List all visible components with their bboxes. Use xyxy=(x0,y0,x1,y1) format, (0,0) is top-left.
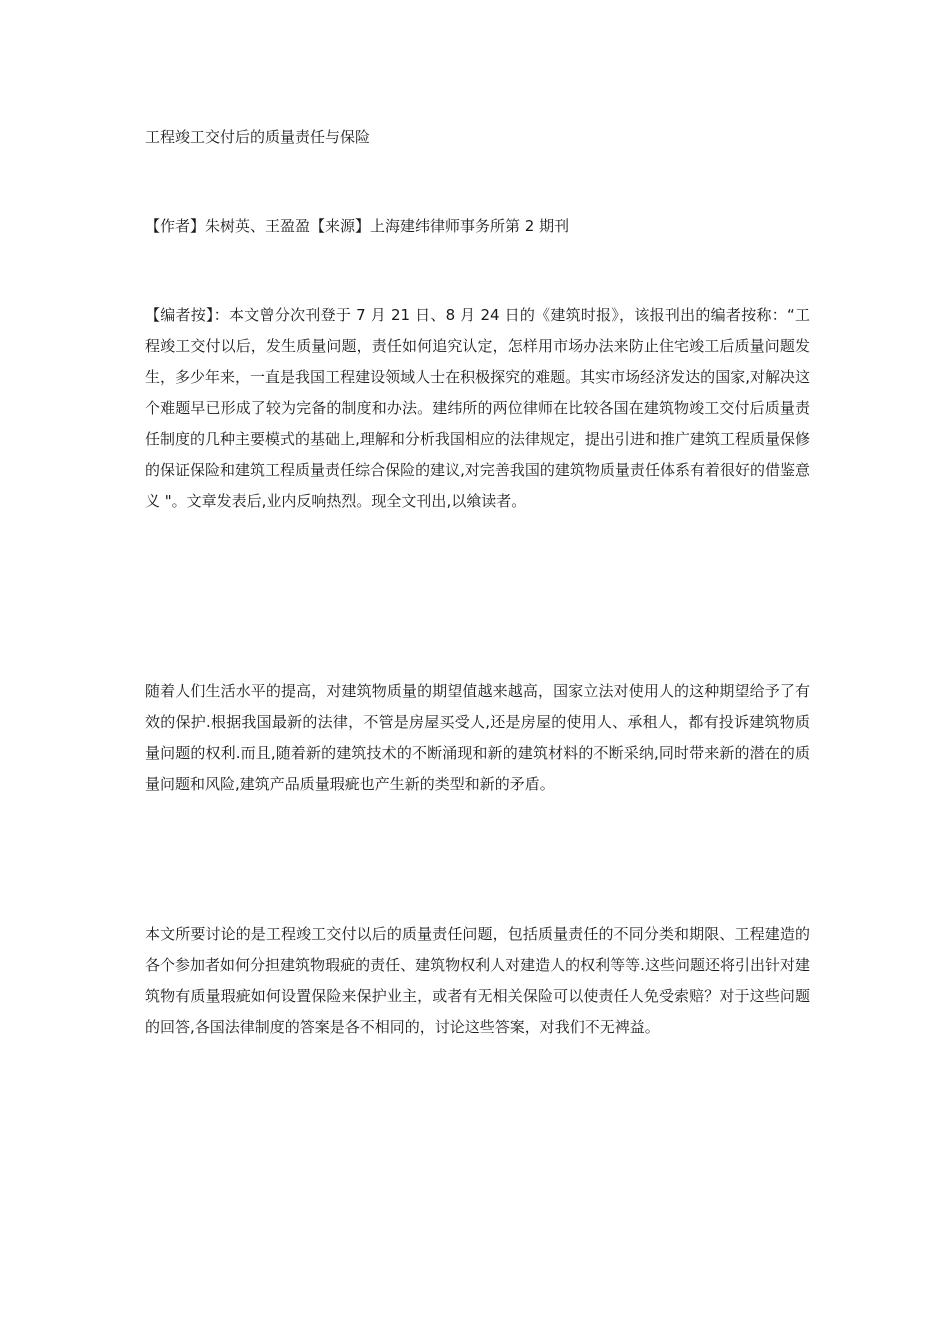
body-paragraph-2: 本文所要讨论的是工程竣工交付以后的质量责任问题，包括质量责任的不同分类和期限、工程建造的各个参加者如何分担建筑物瑕疵的责任、建筑物权利人对建造人的权利等等.这些问题还将引出针对建筑物有质量瑕疵如何设置保险来保护业主，或者有无相关保险可以使责任人免受索赔？对于这些问题的回答,各国法律制度的答案是各不相同的，讨论这些答案，对我们不无裨益。 xyxy=(145,925,810,1036)
body-paragraph-1: 随着人们生活水平的提高，对建筑物质量的期望值越来越高，国家立法对使用人的这种期望给予了有效的保护.根据我国最新的法律，不管是房屋买受人,还是房屋的使用人、承租人，都有投诉建筑物质量问题的权利.而且,随着新的建筑技术的不断涌现和新的建筑材料的不断采纳,同时带来新的潜在的质量问题和风险,建筑产品质量瑕疵也产生新的类型和新的矛盾。 xyxy=(145,682,810,793)
document-byline: 【作者】朱树英、王盈盈【来源】上海建纬律师事务所第 2 期刊 xyxy=(145,217,570,235)
document-title: 工程竣工交付后的质量责任与保险 xyxy=(145,128,371,146)
editor-note-paragraph: 【编者按】：本文曾分次刊登于 7 月 21 日、8 月 24 日的《建筑时报》，该报刊出的编者按称：“工程竣工交付以后，发生质量问题，责任如何追究认定，怎样用市场办法来防止住宅竣工后质量问题发生，多少年来，一直是我国工程建设领域人士在积极探究的难题。其实市场经济发达的国家,对解决这个难题早已形成了较为完备的制度和办法。建纬所的两位律师在比较各国在建筑物竣工交付后质量责任制度的几种主要模式的基础上,理解和分析我国相应的法律规定，提出引进和推广建筑工程质量保修的保证保险和建筑工程质量责任综合保险的建议,对完善我国的建筑物质量责任体系有着很好的借鉴意义 "。文章发表后,业内反响热烈。现全文刊出,以飨读者。 xyxy=(145,306,810,510)
